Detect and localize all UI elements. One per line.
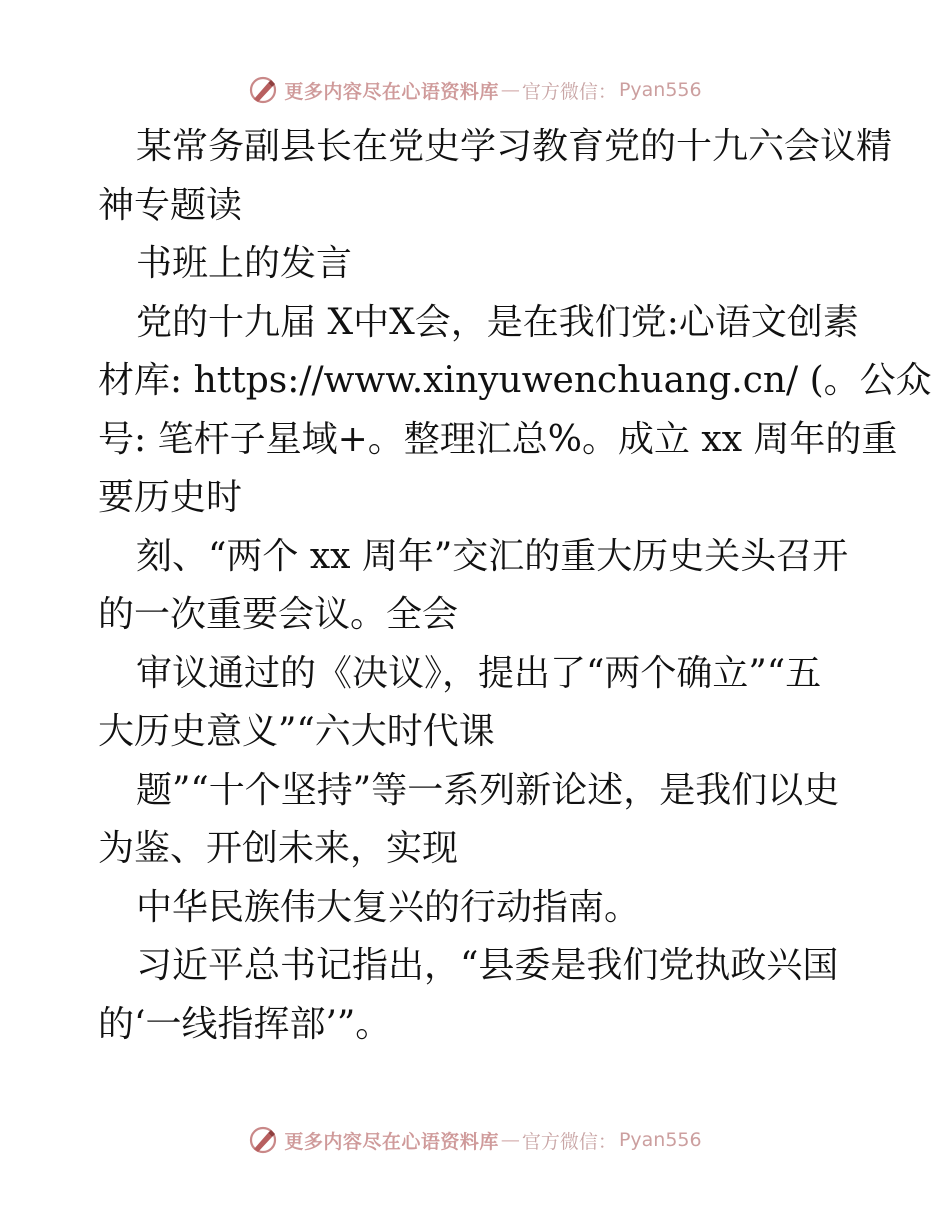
text-line: 习近平总书记指出，“县委是我们党执政兴国: [136, 945, 839, 986]
banner-official-label: 官方微信：: [521, 1130, 617, 1153]
banner-site-text: 更多内容尽在心语资料库: [284, 1130, 499, 1153]
text-line: 刻、“两个 xx 周年”交汇的重大历史关头召开: [136, 535, 849, 577]
text-line: 大历史意义”“六大时代课: [98, 711, 495, 752]
text-line: 神专题读: [98, 184, 243, 226]
document-body: [98, 118, 932, 1054]
text-line: 为鉴、开创未来，实现: [98, 828, 459, 869]
text-line: 中华民族伟大复兴的行动指南。: [136, 886, 641, 928]
text-line: 某常务副县长在党史学习教育党的十九六会议精: [136, 126, 893, 167]
text-line: 材库: https://www.xinyuwenchuang.cn/ (。公众: [98, 360, 932, 401]
footer-watermark-banner: [0, 1122, 950, 1158]
banner-dash: —: [500, 79, 520, 101]
text-line: 书班上的发言: [136, 243, 353, 284]
pen-logo-icon: [248, 75, 278, 105]
banner-site-text: 更多内容尽在心语资料库: [284, 80, 499, 103]
text-line: 审议通过的《决议》，提出了“两个确立”“五: [136, 652, 822, 694]
text-line: 党的十九届 X中X会，是在我们党:心语文创素: [136, 301, 859, 343]
banner-wechat-id: Pyan556: [618, 79, 702, 101]
header-watermark-banner: [0, 72, 950, 108]
pen-logo-icon: [248, 1125, 278, 1155]
banner-official-label: 官方微信：: [521, 80, 617, 103]
text-line: 号: 笔杆子星域+。整理汇总%。成立 xx 周年的重: [98, 418, 898, 460]
banner-wechat-id: Pyan556: [618, 1129, 702, 1151]
text-line: 的‘一线指挥部’”。: [98, 1003, 392, 1045]
text-line: 的一次重要会议。全会: [98, 594, 459, 635]
banner-dash: —: [500, 1129, 520, 1151]
text-line: 要历史时: [98, 477, 243, 518]
text-line: 题”“十个坚持”等一系列新论述，是我们以史: [136, 769, 840, 811]
